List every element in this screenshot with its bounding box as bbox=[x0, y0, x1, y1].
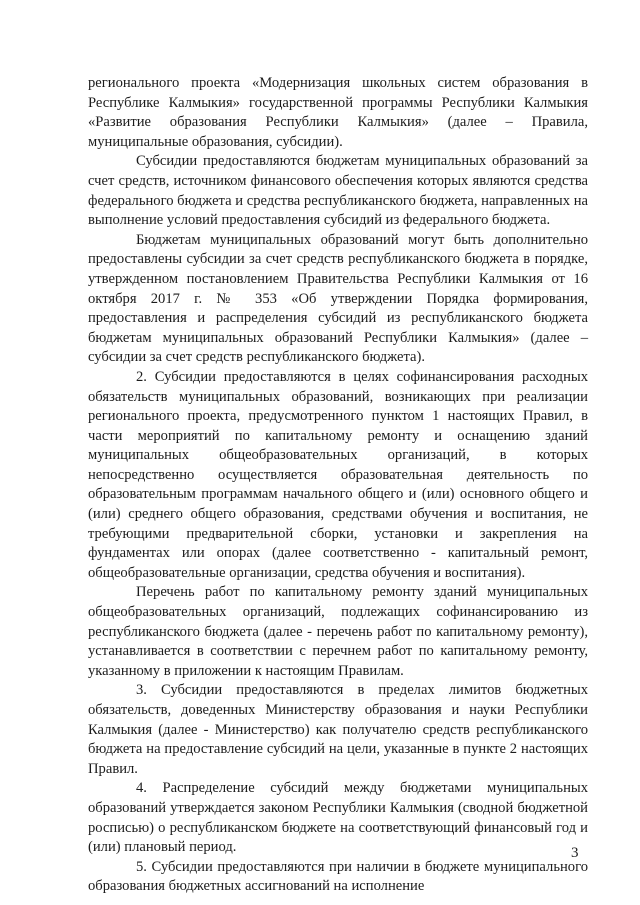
document-body bbox=[88, 74, 588, 897]
paragraph-8: 5. Субсидии предоставляются при наличии в бюджете муниципального образования бюджетных ассигнований на исполнение bbox=[88, 858, 588, 895]
paragraph-2: Субсидии предоставляются бюджетам муниципальных образований за счет средств, источником финансового обеспечения которых являются средства федерального бюджета и средства республиканского бюджета, направленных на выполнение условий предоставления субсидий из федерального бюджета. bbox=[88, 153, 588, 229]
paragraph-5: Перечень работ по капитальному ремонту зданий муниципальных общеобразовательных организаций, подлежащих софинансированию из республиканского бюджета (далее - перечень работ по капитальному ремонту), устанавливается в соответствии с перечнем работ по капитальному ремонту, указанному в приложении к настоящим Правилам. bbox=[88, 584, 588, 679]
paragraph-3: Бюджетам муниципальных образований могут быть дополнительно предоставлены субсидии за счет средств республиканского бюджета в порядке, утвержденном постановлением Правительства Республики Калмыкия от 16 октября 2017 г. № 353 «Об утверждении Порядка формирования, предоставления и распределения субсидий из республиканского бюджета бюджетам муниципальных образований Республики Калмыкия» (далее – субсидии за счет средств республиканского бюджета). bbox=[88, 231, 588, 366]
paragraph-4: 2. Субсидии предоставляются в целях софинансирования расходных обязательств муниципальных образований, возникающих при реализации регионального проекта, предусмотренного пунктом 1 настоящих Правил, в части мероприятий по капитальному ремонту и оснащению зданий муниципальных общеобразовательных организаций, в которых непосредственно осуществляется образовательная деятельность по образовательным программам начального общего и (или) основного общего и (или) среднего общего образования, средствами обучения и воспитания, не требующими предварительной сборки, установки и закрепления на фундаментах или опорах (далее соответственно - капитальный ремонт, общеобразовательные организации, средства обучения и воспитания). bbox=[88, 368, 588, 581]
paragraph-6: 3. Субсидии предоставляются в пределах лимитов бюджетных обязательств, доведенных Министерству образования и науки Республики Калмыкия (далее - Министерство) как получателю средств республиканского бюджета на предоставление субсидий на цели, указанные в пункте 2 настоящих Правил. bbox=[88, 682, 588, 777]
paragraph-1: регионального проекта «Модернизация школьных систем образования в Республике Калмыкия» государственной программы Республики Калмыкия «Развитие образования Республики Калмыкия» (далее – Правила, муниципальные образования, субсидии). bbox=[88, 75, 588, 150]
page-number: 3 bbox=[571, 845, 579, 861]
paragraph-7: 4. Распределение субсидий между бюджетами муниципальных образований утверждается законом Республики Калмыкия (сводной бюджетной росписью) о республиканском бюджете на соответствующий финансовый год и (или) плановый период. bbox=[88, 780, 588, 856]
